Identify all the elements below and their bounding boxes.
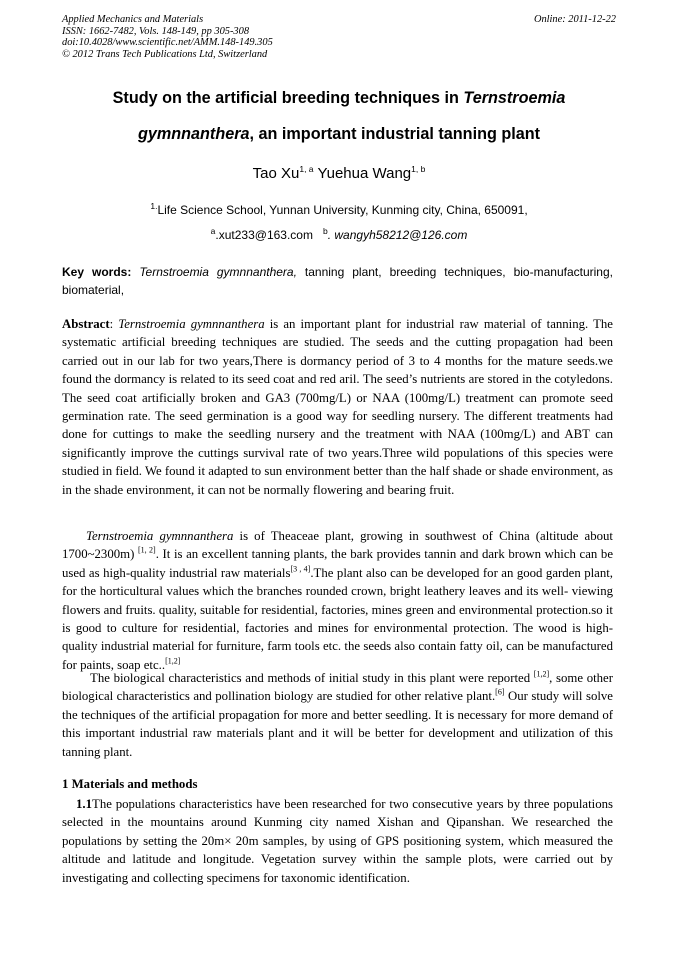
title-text: Study on the artificial breeding techniques in [112,89,464,107]
abstract-label: Abstract [62,317,110,331]
intro-text: is of Theaceae plant, growing in southwest of China (altitude about 1700~2300m) [62,529,613,562]
affiliation-sup: 1. [150,201,158,211]
intro-text: The biological characteristics and methods of initial study in this plant were reported [90,671,534,685]
keywords [62,263,613,299]
citation: [1,2] [165,656,181,666]
affiliation [62,203,616,217]
intro-paragraph-2 [62,669,613,761]
keywords-text: tanning plant, breeding techniques, bio-manufacturing, biomaterial, [62,265,613,297]
section-1-1 [62,795,613,887]
citation: [6] [495,688,505,698]
abstract-species: Ternstroemia gymnnanthera [118,317,265,331]
email-line [62,228,616,242]
affiliation-text: Life Science School, Yunnan University, Kunming city, China, 650091, [157,203,528,217]
citation: [3 , 4] [290,564,311,574]
title-species: Ternstroemia [463,89,566,107]
author-name: Tao Xu [252,165,300,182]
author-sup: 1, a [299,164,314,174]
keywords-species: Ternstroemia gymnnanthera, [139,265,297,279]
author-line [62,165,616,182]
keywords-label: Key words: [62,265,132,279]
citation: [1,2] [533,669,550,679]
author-sup: 1, b [411,164,426,174]
email-sup: a [210,226,216,236]
online-date: Online: 2011-12-22 [533,14,616,25]
title-line-2 [62,125,616,144]
section-heading: 1 Materials and methods [62,777,198,791]
abstract-text: is an important plant for industrial raw material of tanning. The systematic artificial breeding techniques are studied. The seeds and the cutting propagation had been carried out in our lab for two years,There is dormancy period of 3 to 4 months for the mature seeds.we found the dormancy is related to its seed coat and red aril. The seed’s nutrients are stored in the cotyledons. The seed coat artificially broken and GA3 (700mg/L) or NAA (100mg/L) treatment can promote seed germination rate. The seed germination is a good way for seedling nursery. The different treatments had done for cuttings to make the seedling nursery and the treatment with NAA (100mg/L) and ABT can significantly improve the cuttings survival rate of two years.Three wild populations of this species were studied in field. We found it adapted to sun environment better than the half shade or shade environment, as in the shade environment, it can not be normally flowering and bearing fruit. [62,317,613,497]
intro-paragraph-1 [62,527,613,674]
intro-text: .The plant also can be developed for an good garden plant, for the horticultural values which the branches rounded crown, bright leathery leaves and its well- viewing flowers and fruits. quality, suitable for residential, factories, mines green and environmental protection.so it is good to culture for residential, factories and mines for environmental protection. The wood is high-quality industrial material for furniture, farm tools etc. the seeds also contain fatty oil, can be manufactured for paints, soap etc.. [62,565,614,672]
journal-name: Applied Mechanics and Materials [62,14,204,25]
intro-text: . It is an excellent tanning plants, the bark provides tannin and dark brown which can be used as high-quality industrial raw materials [62,547,614,580]
section-text: The populations characteristics have been researched for two consecutive years by three populations selected in the mountains around Kunming city named Xishan and Qipanshan. We researched the populations by setting the 20m× 20m samples, by using of GPS positioning system, which measured the altitude and latitude and longitude. Vegetation survey within the sample plots, were carried out by investigating and collecting specimens for taxonomic identification. [62,797,613,885]
citation: [1, 2] [137,546,156,556]
subsection-label: 1.1 [76,797,92,811]
doi-line: doi:10.4028/www.scientific.net/AMM.148-149.305 [62,37,273,49]
title-species-epithet: gymnnanthera [137,125,250,143]
issn-line: ISSN: 1662-7482, Vols. 148-149, pp 305-308 [62,25,250,37]
intro-text: Our study will solve the techniques of the artificial propagation for more and better seedling. It is necessary for more demand of this important industrial raw materials plant and it will be better for development and utilization of this tanning plant. [62,689,613,759]
journal-header [62,14,616,60]
intro-text: , some other biological characteristics and pollination biology are studied for other relative plant. [62,671,613,704]
title-text-end: , an important industrial tanning plant [249,125,541,143]
email-b: . wangyh58212@126.com [327,228,468,242]
email-a: .xut233@163.com [215,228,313,242]
abstract [62,315,613,499]
author-name: Yuehua Wang [313,165,412,182]
copyright-line: © 2012 Trans Tech Publications Ltd, Switzerland [62,48,268,60]
intro-species: Ternstroemia gymnnanthera [86,529,234,543]
abstract-colon: : [109,317,119,331]
title-line-1 [62,89,616,108]
email-sup: b [322,226,328,236]
